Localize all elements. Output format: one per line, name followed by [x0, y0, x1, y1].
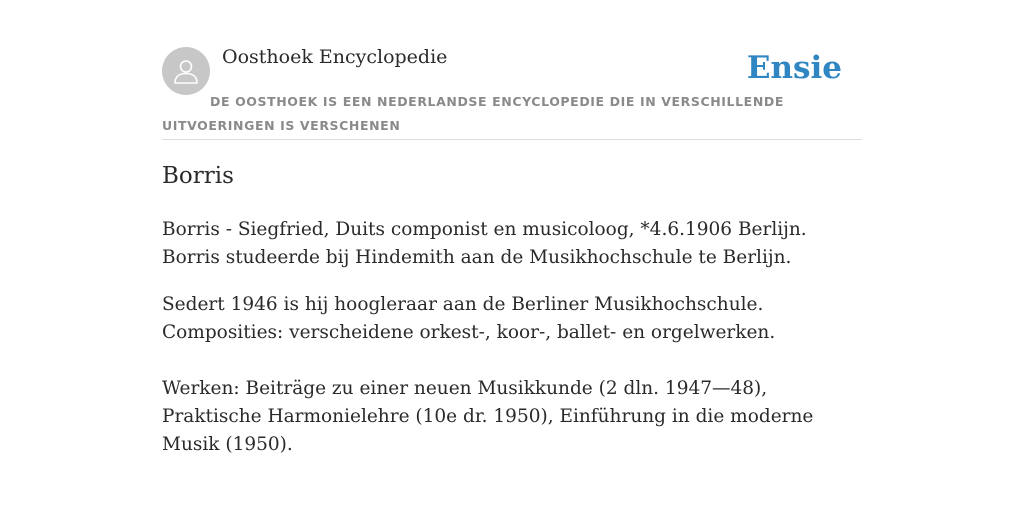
- avatar[interactable]: [162, 47, 210, 95]
- source-description: DE OOSTHOEK IS EEN NEDERLANDSE ENCYCLOPEDIE DIE IN VERSCHILLENDE UITVOERINGEN IS VERSCHENEN: [162, 94, 784, 133]
- article-paragraph: Borris - Siegfried, Duits componist en musicoloog, *4.6.1906 Berlijn. Borris studeerde bij Hindemith aan de Musikhochschule te Berlijn.: [162, 219, 807, 268]
- user-icon: [172, 57, 200, 85]
- article-paragraph: Werken: Beiträge zu einer neuen Musikkunde (2 dln. 1947—48), Praktische Harmonielehre (10e dr. 1950), Einführung in die moderne Musik (1950).: [162, 378, 814, 455]
- article-title: Borris: [162, 163, 234, 189]
- brand-logo[interactable]: Ensie: [746, 50, 842, 86]
- source-title[interactable]: Oosthoek Encyclopedie: [222, 46, 448, 68]
- article-paragraph: Sedert 1946 is hij hoogleraar aan de Berliner Musikhochschule. Composities: verscheidene orkest-, koor-, ballet- en orgelwerken.: [162, 294, 776, 343]
- article-body: [162, 216, 862, 459]
- header-divider: [162, 139, 862, 140]
